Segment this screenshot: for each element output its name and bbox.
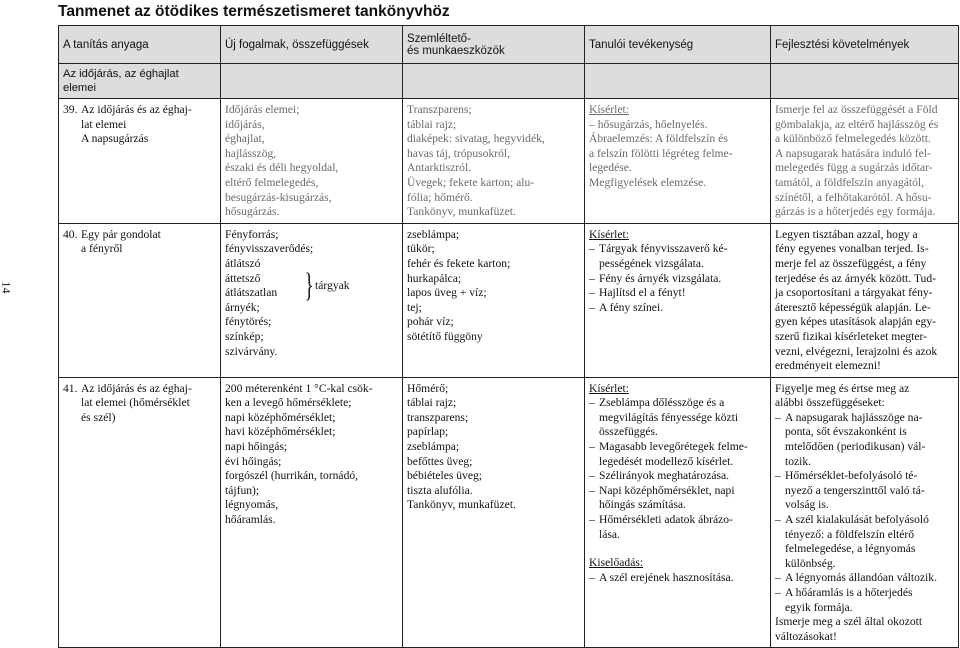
header-requirements: Fejlesztési követelmények — [771, 26, 959, 64]
brace-label: tárgyak — [315, 278, 350, 292]
lesson-subject: 41. Az időjárás és az éghaj- lat elemei (hőmérséklet és szél) — [59, 377, 221, 648]
lesson-activity: Kísérlet: – Zseblámpa dőlésszöge és a megvilágítás fényessége közti összefüggés. – Magasabb levegőrétegek felme- legedését modellező kísérlet. – Szélirányok meghatározása. – Napi középhőmérséklet, napi hőingás számítása. – Hőmérsékleti adatok ábrázo- lása. Kiselőadás: – A szél erejének hasznosítása. — [585, 377, 771, 648]
lesson-tools: Hőmérő; táblai rajz; transzparens; papírlap; zseblámpa; befőttes üveg; bébiételes üveg; tiszta alufólia. Tankönyv, munkafüzet. — [403, 377, 585, 648]
lesson-requirements: Legyen tisztában azzal, hogy a fény egyenes vonalban terjed. Is- merje fel az összefüggést, a fény terjedése és az árnyék között. Tud- ja csoportosítani a tárgyakat fény- áteresztő képességük alapján. Le- gyen képes utasítások alapján egy- szerű fizikai kísérleteket megter- vezni, elvégezni, lerajzolni és azok eredményeit elemezni! — [771, 223, 959, 377]
curriculum-table — [58, 25, 959, 648]
brace-symbol: } — [304, 266, 314, 304]
topic-row — [59, 64, 959, 99]
table-row — [59, 223, 959, 377]
header-subject: A tanítás anyaga — [59, 26, 221, 64]
lesson-concepts: Fényforrás; fényvisszaverődés; átlátszó áttetsző átlátszatlan } tárgyak árnyék; fénytörés; színkép; szivárvány. — [221, 223, 403, 377]
header-concepts: Új fogalmak, összefüggések — [221, 26, 403, 64]
lesson-requirements: Ismerje fel az összefüggését a Föld gömbalakja, az eltérő hajlásszög és a különböző felmelegedés között. A napsugarak hatására induló fel- melegedés függ a sugárzás időtar- tamától, a földfelszín anyagától, színétől, a felhőtakarótól. A hősu- gárzás is a hőterjedés egy formája. — [771, 99, 959, 224]
header-tools: Szemléltető- és munkaeszközök — [403, 26, 585, 64]
lesson-requirements: Figyelje meg és értse meg az alábbi összefüggéseket: – A napsugarak hajlásszöge na- ponta, sőt évszakonként is mtelődően (periodikusan) vál- tozik. – Hőmérséklet-befolyásoló té- nyező a tengerszinttől való tá- volság is. – A szél kialakulását befolyásoló tényező: a földfelszín eltérő felmelegedése, a légnyomás különbség. – A légnyomás állandóan változik. – A hőáramlás is a hőterjedés egyik formája. Ismerje meg a szél által okozott változásokat! — [771, 377, 959, 648]
page-number: 14 — [0, 281, 14, 294]
page-title: Tanmenet az ötödikes természetismeret tankönyvhöz — [58, 3, 450, 20]
lesson-concepts: 200 méterenként 1 °C-kal csök- ken a levegő hőmérséklete; napi középhőmérséklet; havi középhőmérséklet; napi hőingás; évi hőingás; forgószél (hurrikán, tornádó, tájfun); légnyomás, hőáramlás. — [221, 377, 403, 648]
table-header-row — [59, 26, 959, 64]
brace-group: áttetsző átlátszatlan } tárgyak — [225, 266, 350, 304]
table-row — [59, 99, 959, 224]
table-row — [59, 377, 959, 648]
lesson-activity: Kísérlet: – hősugárzás, hőelnyelés. Ábraelemzés: A földfelszín és a felszín fölötti légréteg felme- legedése. Megfigyelések elemzése. — [585, 99, 771, 224]
header-activity: Tanulói tevékenység — [585, 26, 771, 64]
lesson-concepts: Időjárás elemei; időjárás, éghajlat, hajlásszög, északi és déli hegyoldal, eltérő felmelegedés, besugárzás-kisugárzás, hősugárzás. — [221, 99, 403, 224]
lesson-tools: Transzparens; táblai rajz; diaképek: sivatag, hegyvidék, havas táj, trópusokról, Antarktiszról. Üvegek; fekete karton; alu- fólia; hőmérő. Tankönyv, munkafüzet. — [403, 99, 585, 224]
lesson-tools: zseblámpa; tükör; fehér és fekete karton; hurkapálca; lapos üveg + víz; tej; pohár víz; sötétítő függöny — [403, 223, 585, 377]
lesson-subject: 40. Egy pár gondolat a fényről — [59, 223, 221, 377]
lesson-activity: Kísérlet: – Tárgyak fényvisszaverő ké- pességének vizsgálata. – Fény és árnyék vizsgálata. – Hajlítsd el a fényt! – A fény színei. — [585, 223, 771, 377]
lesson-subject: 39. Az időjárás és az éghaj- lat elemei A napsugárzás — [59, 99, 221, 224]
topic-title: Az időjárás, az éghajlat elemei — [59, 64, 221, 99]
